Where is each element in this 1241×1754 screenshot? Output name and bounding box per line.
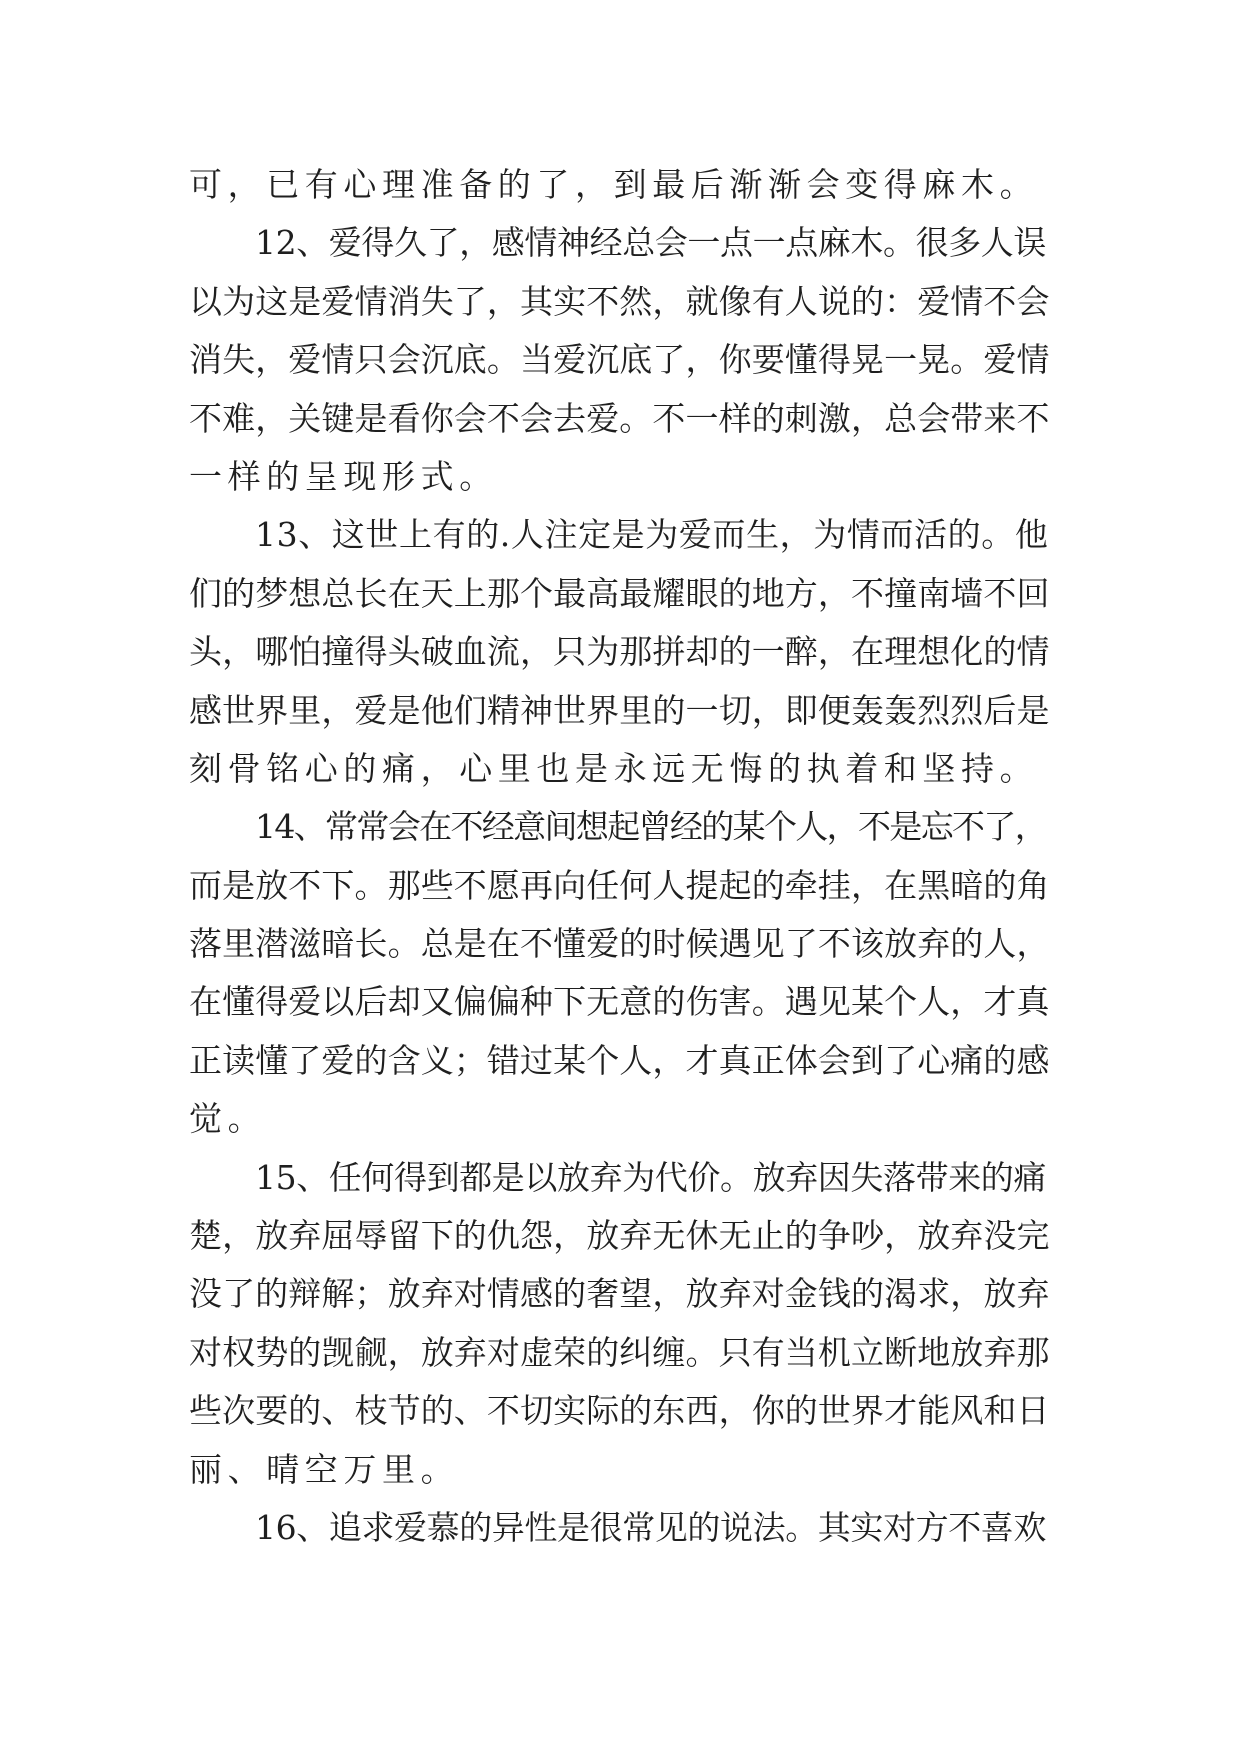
text-line: 而是放不下。那些不愿再向任何人提起的牵挂，在黑暗的角 <box>189 865 1050 905</box>
text-line: 可，已有心理准备的了，到最后渐渐会变得麻木。 <box>189 165 1039 204</box>
paragraph-16-start: 16、追求爱慕的异性是很常见的说法。其实对方不喜欢 <box>255 1507 1046 1547</box>
text-line: 觉。 <box>189 1099 267 1139</box>
text-line: 些次要的、枝节的、不切实际的东西，你的世界才能风和日 <box>189 1391 1050 1431</box>
text-line: 消失，爱情只会沉底。当爱沉底了，你要懂得晃一晃。爱情 <box>189 340 1050 380</box>
text-line: 正读懂了爱的含义；错过某个人，才真正体会到了心痛的感 <box>189 1040 1050 1080</box>
text-line: 落里潜滋暗长。总是在不懂爱的时候遇见了不该放弃的人， <box>189 924 1050 964</box>
text-line: 头，哪怕撞得头破血流，只为那拼却的一醉，在理想化的情 <box>189 632 1050 672</box>
text-line: 刻骨铭心的痛，心里也是永远无悔的执着和坚持。 <box>189 748 1039 788</box>
text-line: 没了的辩解；放弃对情感的奢望，放弃对金钱的渴求，放弃 <box>189 1274 1050 1314</box>
document-body <box>189 156 1051 1557</box>
text-line: 在懂得爱以后却又偏偏种下无意的伤害。遇见某个人，才真 <box>189 982 1050 1022</box>
text-line: 们的梦想总长在天上那个最高最耀眼的地方，不撞南墙不回 <box>189 573 1050 613</box>
text-line: 感世界里，爱是他们精神世界里的一切，即便轰轰烈烈后是 <box>189 690 1050 730</box>
text-line: 对权势的觊觎，放弃对虚荣的纠缠。只有当机立断地放弃那 <box>189 1332 1050 1372</box>
text-line: 丽、晴空万里。 <box>189 1449 460 1489</box>
paragraph-14-start: 14、常常会在不经意间想起曾经的某个人，不是忘不了， <box>255 807 1047 847</box>
paragraph-12-start: 12、爱得久了，感情神经总会一点一点麻木。很多人误 <box>255 223 1046 263</box>
text-line: 楚，放弃屈辱留下的仇怨，放弃无休无止的争吵，放弃没完 <box>189 1216 1050 1256</box>
text-line: 以为这是爱情消失了，其实不然，就像有人说的：爱情不会 <box>189 281 1050 321</box>
paragraph-13-start: 13、这世上有的.人注定是为爱而生，为情而活的。他 <box>255 515 1049 555</box>
paragraph-15-start: 15、任何得到都是以放弃为代价。放弃因失落带来的痛 <box>255 1157 1046 1197</box>
text-line: 一样的呈现形式。 <box>189 456 498 496</box>
text-line: 不难，关键是看你会不会去爱。不一样的刺激，总会带来不 <box>189 398 1050 438</box>
